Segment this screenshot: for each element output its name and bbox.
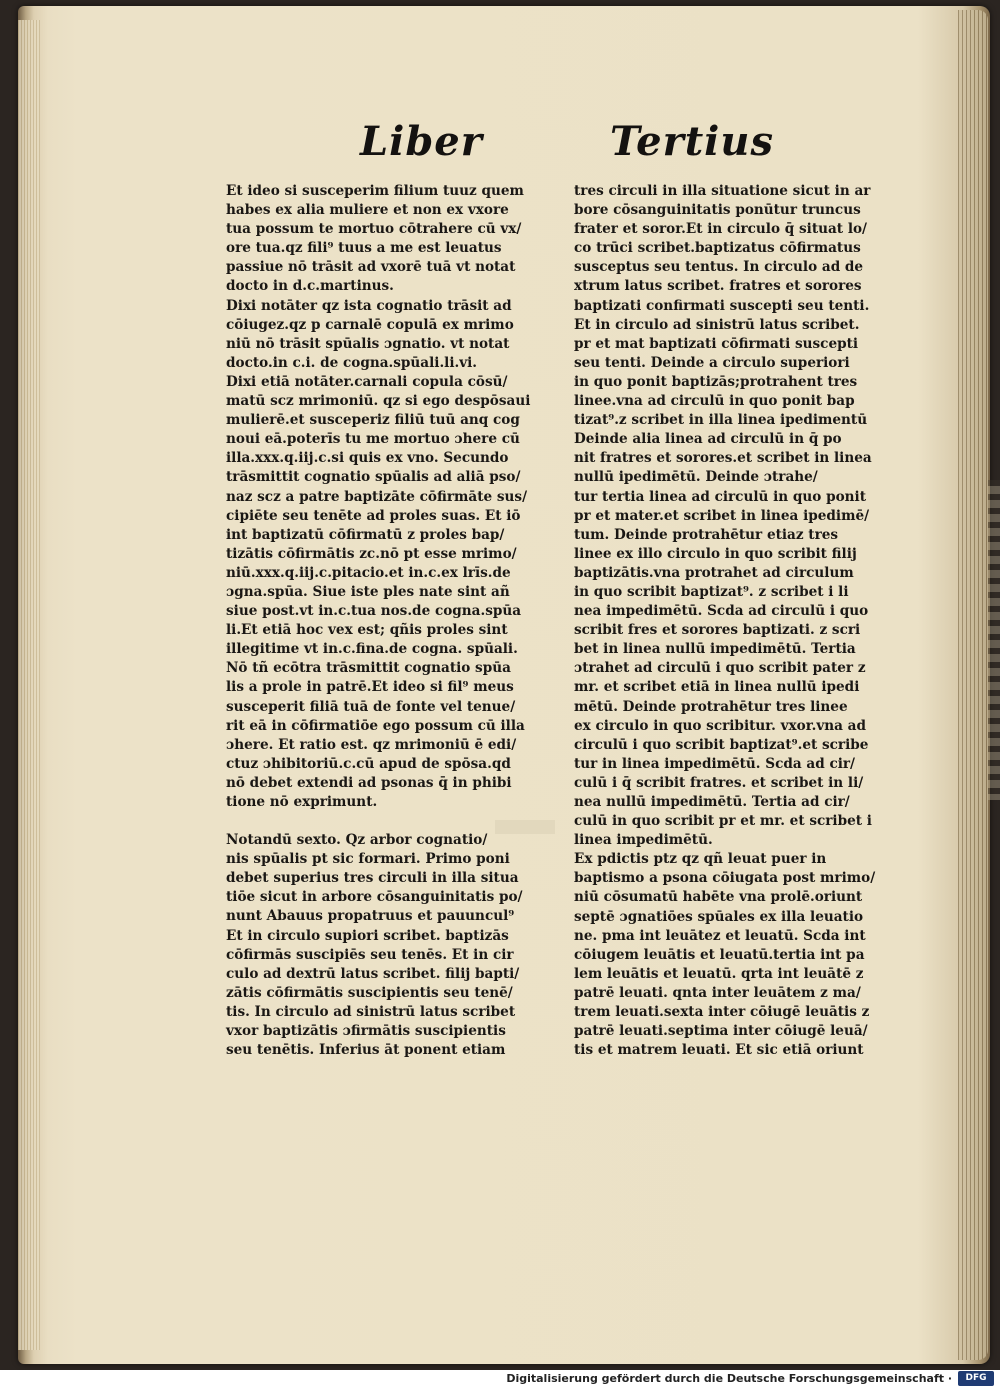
right-column-line: pr et mat baptizati cōfirmati suscepti bbox=[574, 335, 859, 352]
left-column-line: seu tenētis. Inferius āt ponent etiam bbox=[226, 1042, 506, 1059]
right-column-line: in quo ponit baptizās;protrahent tres bbox=[574, 373, 858, 390]
left-text-column bbox=[226, 182, 546, 1060]
right-column-line: co trūci scribet.baptizatus cōfirmatus bbox=[574, 240, 861, 257]
right-column-line: patrē leuati.septima inter cōiugē leuā/ bbox=[574, 1023, 868, 1040]
right-column-line: tum. Deinde protrahētur etiaz tres bbox=[574, 526, 839, 543]
right-column-line: ɔtrahet ad circulū i quo scribit pater z bbox=[574, 660, 866, 677]
right-column-line: pr et mater.et scribet in linea ipedimē/ bbox=[574, 507, 870, 524]
left-column-line: lis a prole in patrē.Et ideo si fil⁹ meus bbox=[226, 679, 514, 696]
left-column-line: susceperit filiā tuā de fonte vel tenue/ bbox=[226, 698, 516, 715]
right-column-line: in quo scribit baptizat⁹. z scribet i li bbox=[574, 583, 849, 600]
left-column-line: cipiēte seu tenēte ad proles suas. Et iō bbox=[226, 507, 521, 524]
left-column-line: naz scz a patre baptizāte cōfirmāte sus/ bbox=[226, 488, 528, 505]
left-column-line: nis spūalis pt sic formari. Primo poni bbox=[226, 851, 510, 868]
right-column-line: trem leuati.sexta inter cōiugē leuātis z bbox=[574, 1004, 870, 1021]
right-column-line: nullū ipedimētū. Deinde ɔtrahe/ bbox=[574, 469, 818, 486]
left-column-line: tua possum te mortuo cōtrahere cū vx/ bbox=[226, 221, 522, 238]
right-column-line: linea impedimētū. bbox=[574, 832, 713, 849]
left-column-line: trāsmittit cognatio spūalis ad aliā pso/ bbox=[226, 469, 521, 486]
right-column-line: linee.vna ad circulū in quo ponit bap bbox=[574, 393, 855, 410]
right-column-line: ex circulo in quo scribitur. vxor.vna ad bbox=[574, 717, 866, 734]
left-column-line: Dixi etiā notāter.carnali copula cōsū/ bbox=[226, 373, 508, 390]
right-column-line: patrē leuati. qnta inter leuātem z ma/ bbox=[574, 984, 861, 1001]
right-column-line: nea nullū impedimētū. Tertia ad cir/ bbox=[574, 794, 850, 810]
right-column-line: tur in linea impedimētū. Scda ad cir/ bbox=[574, 755, 856, 772]
right-column-line: culū i q̄ scribit fratres. et scribet in li/ bbox=[574, 774, 864, 791]
left-column-line: nunt Abauus propatruus et pauuncul⁹ bbox=[226, 908, 515, 925]
left-column-line: vxor baptizātis ɔfirmātis suscipientis bbox=[226, 1023, 506, 1040]
left-column-line: illegitime vt in.c.fina.de cogna. spūali. bbox=[226, 641, 518, 658]
right-column-line: Et in circulo ad sinistrū latus scribet. bbox=[574, 316, 860, 333]
left-column-line: culo ad dextrū latus scribet. filij bapti/ bbox=[226, 965, 520, 982]
right-column-line: baptismo a psona cōiugata post mrimo/ bbox=[574, 870, 876, 887]
right-column-line: lem leuātis et leuatū. qrta int leuātē z bbox=[574, 965, 864, 982]
left-column-line: Notandū sexto. Qz arbor cognatio/ bbox=[226, 832, 488, 849]
left-column-line: mulierē.et susceperiz filiū tuū anq cog bbox=[226, 412, 520, 429]
right-column-line: culū in quo scribit pr et mr. et scribet i bbox=[574, 813, 872, 830]
right-column-line: Ex pdictis ptz qz qñ leuat puer in bbox=[574, 851, 827, 868]
left-column-line: illa.xxx.q.iij.c.si quis ex vno. Secundo bbox=[226, 450, 509, 467]
left-column-line: niū.xxx.q.iij.c.pitacio.et in.c.ex lrīs.de bbox=[226, 564, 511, 581]
left-column-line: tiōe sicut in arbore cōsanguinitatis po/ bbox=[226, 889, 523, 906]
left-column-line: ctuz ɔhibitoriū.c.cū apud de spōsa.qd bbox=[226, 755, 511, 772]
left-column-line: passiue nō trāsit ad vxorē tuā vt notat bbox=[226, 259, 516, 276]
left-column-line: docto.in c.i. de cogna.spūali.li.vi. bbox=[226, 354, 478, 371]
right-column-line: Deinde alia linea ad circulū in q̄ po bbox=[574, 431, 842, 448]
running-head-left: Liber bbox=[360, 118, 483, 165]
left-column-line: Et in circulo supiori scribet. baptizās bbox=[226, 927, 509, 944]
left-column-line: matū scz mrimoniū. qz si ego despōsaui bbox=[226, 393, 531, 410]
right-column-line: bet in linea nullū impedimētū. Tertia bbox=[574, 641, 856, 658]
left-column-line: Et ideo si susceperim filium tuuz quem bbox=[226, 183, 524, 199]
left-column-line: tione nō exprimunt. bbox=[226, 794, 378, 810]
right-column-line: tis et matrem leuati. Et sic etiā oriunt bbox=[574, 1042, 864, 1059]
left-column-line: zātis cōfirmātis suscipientis seu tenē/ bbox=[226, 984, 513, 1001]
left-column-line: li.Et etiā hoc vex est; qñis proles sint bbox=[226, 622, 508, 639]
left-column-spacer bbox=[226, 812, 546, 831]
page-edge-left bbox=[18, 20, 40, 1350]
right-column-line: nea impedimētū. Scda ad circulū i quo bbox=[574, 603, 869, 620]
left-column-line: ore tua.qz fili⁹ tuus a me est leuatus bbox=[226, 240, 502, 257]
right-column-line: tur tertia linea ad circulū in quo ponit bbox=[574, 488, 866, 505]
left-column-line: cōfirmās suscipiēs seu tenēs. Et in cir bbox=[226, 946, 514, 963]
left-column-line: debet superius tres circuli in illa situa bbox=[226, 870, 519, 887]
right-column-line: mētū. Deinde protrahētur tres linee bbox=[574, 698, 848, 715]
left-column-line: nō debet extendi ad psonas q̄ in phibi bbox=[226, 774, 512, 791]
facing-page-bleed bbox=[988, 480, 1000, 800]
right-column-line: tres circuli in illa situatione sicut in ar bbox=[574, 183, 871, 199]
right-column-line: seu tenti. Deinde a circulo superiori bbox=[574, 354, 850, 371]
running-head-right: Tertius bbox=[610, 118, 774, 165]
left-column-line: rit eā in cōfirmatiōe ego possum cū illa bbox=[226, 717, 525, 734]
footer-credit: Digitalisierung gefördert durch die Deutsche Forschungsgemeinschaft · bbox=[506, 1372, 952, 1385]
right-text-column bbox=[574, 182, 894, 1060]
right-column-line: tizat⁹.z scribet in illa linea ipedimentū bbox=[574, 412, 868, 429]
left-column-line: int baptizatū cōfirmatū z proles bap/ bbox=[226, 526, 505, 543]
right-column-line: frater et soror.Et in circulo q̄ situat lo/ bbox=[574, 221, 868, 238]
left-column-line: cōiugez.qz p carnalē copulā ex mrimo bbox=[226, 316, 514, 333]
page-edge-right bbox=[958, 10, 988, 1360]
left-column-line: Nō tñ ecōtra trāsmittit cognatio spūa bbox=[226, 660, 511, 677]
right-column-line: susceptus seu tentus. In circulo ad de bbox=[574, 259, 864, 276]
left-column-line: niū nō trāsit spūalis ɔgnatio. vt notat bbox=[226, 335, 510, 352]
dfg-logo: DFG bbox=[958, 1371, 994, 1386]
left-column-line: Dixi notāter qz ista cognatio trāsit ad bbox=[226, 297, 512, 314]
left-column-line: habes ex alia muliere et non ex vxore bbox=[226, 202, 509, 219]
right-column-line: baptizati confirmati suscepti seu tenti. bbox=[574, 297, 870, 314]
right-column-line: bore cōsanguinitatis ponūtur truncus bbox=[574, 202, 861, 219]
running-head bbox=[360, 118, 774, 168]
right-column-line: xtrum latus scribet. fratres et sorores bbox=[574, 278, 862, 295]
right-column-line: scribit fres et sorores baptizati. z scri bbox=[574, 622, 861, 639]
left-column-line: tizātis cōfirmātis zc.nō pt esse mrimo/ bbox=[226, 545, 517, 562]
right-column-line: septē ɔgnatiōes spūales ex illa leuatio bbox=[574, 908, 864, 925]
left-column-line: siue post.vt in.c.tua nos.de cogna.spūa bbox=[226, 603, 522, 620]
right-column-line: nit fratres et sorores.et scribet in linea bbox=[574, 450, 872, 467]
left-column-line: docto in d.c.martinus. bbox=[226, 278, 394, 295]
left-column-line: ɔgna.spūa. Siue iste ples nate sint añ bbox=[226, 583, 510, 600]
left-column-line: ɔhere. Et ratio est. qz mrimoniū ē edi/ bbox=[226, 736, 517, 753]
left-column-line: noui eā.poterīs tu me mortuo ɔhere cū bbox=[226, 431, 520, 448]
right-column-line: baptizātis.vna protrahet ad circulum bbox=[574, 564, 854, 581]
right-column-line: ne. pma int leuātez et leuatū. Scda int bbox=[574, 927, 866, 944]
right-column-line: niū cōsumatū habēte vna prolē.oriunt bbox=[574, 889, 863, 906]
right-column-line: cōiugem leuātis et leuatū.tertia int pa bbox=[574, 946, 865, 963]
left-column-line: tis. In circulo ad sinistrū latus scribet bbox=[226, 1003, 516, 1020]
right-column-line: circulū i quo scribit baptizat⁹.et scribe bbox=[574, 736, 869, 753]
right-column-line: linee ex illo circulo in quo scribit filij bbox=[574, 545, 857, 562]
right-column-line: mr. et scribet etiā in linea nullū ipedi bbox=[574, 679, 860, 696]
